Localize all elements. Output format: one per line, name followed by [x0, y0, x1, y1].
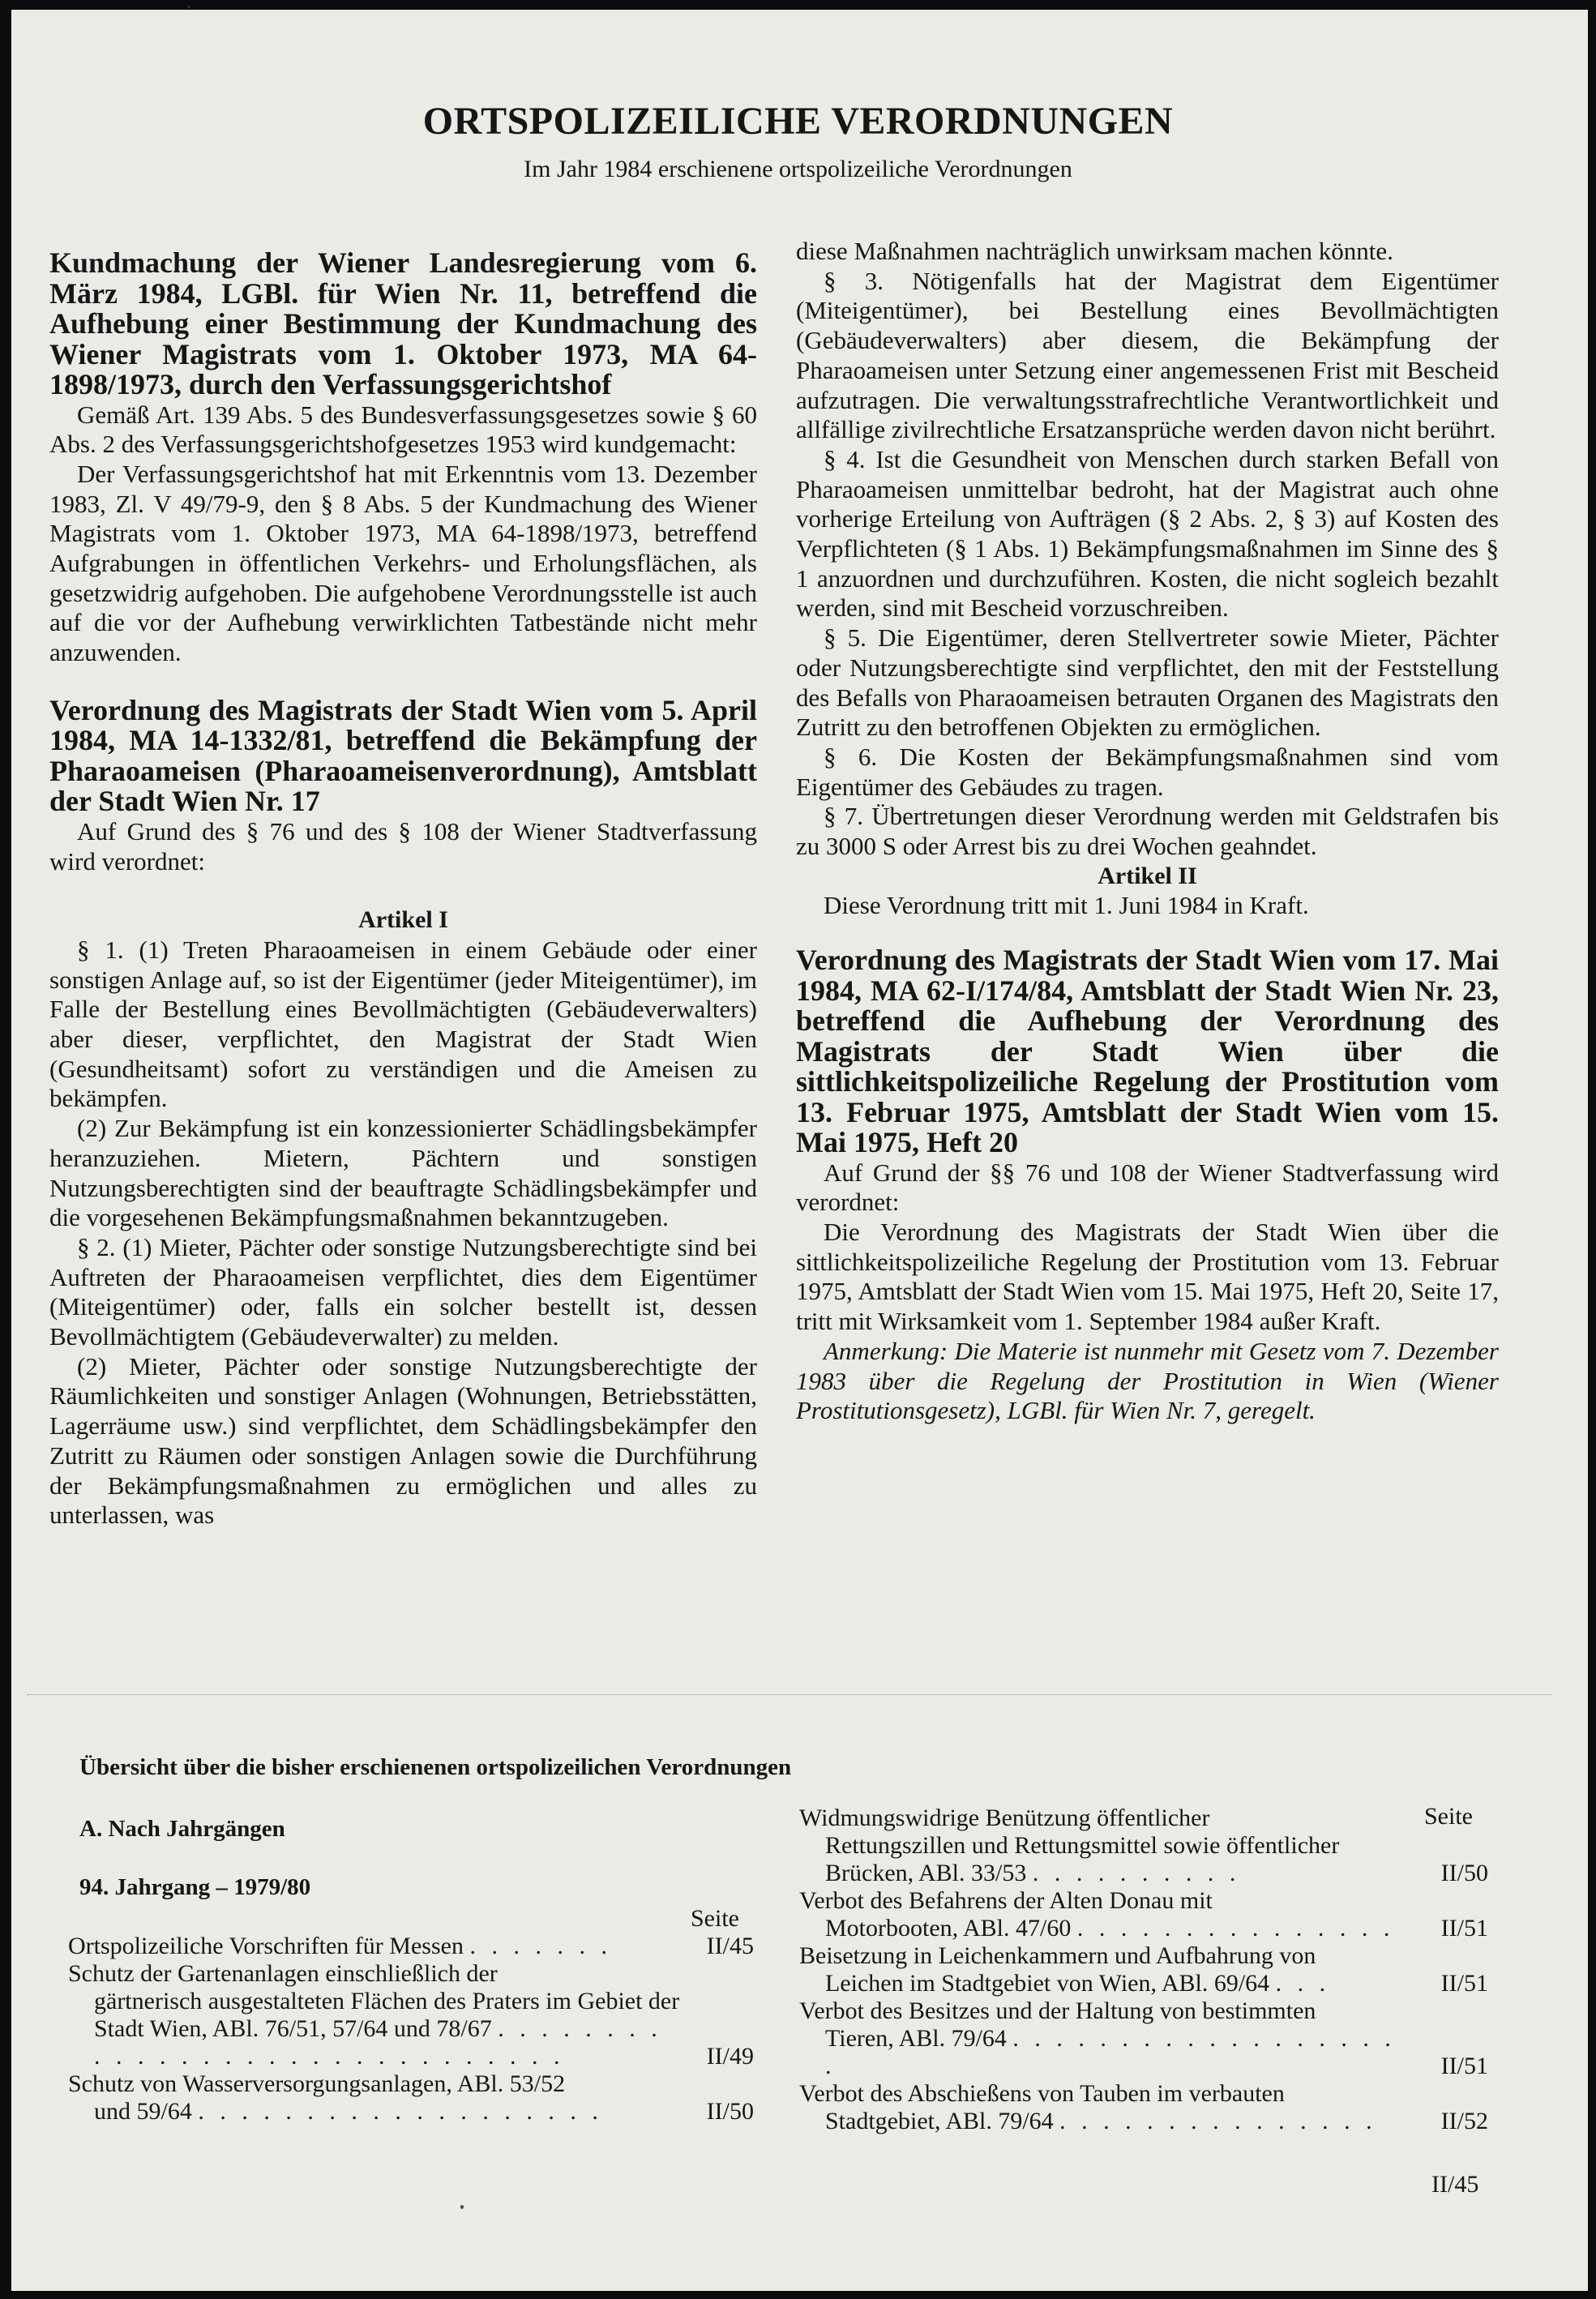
paragraph: Auf Grund des § 76 und des § 108 der Wiener Stadtverfassung wird verordnet:	[49, 816, 757, 876]
paragraph: § 7. Übertretungen dieser Verordnung werden mit Geldstrafen bis zu 3000 S oder Arrest bis zu drei Wochen geahndet.	[796, 802, 1499, 861]
section-heading-kundmachung: Kundmachung der Wiener Landesregierung vom 6. März 1984, LGBl. für Wien Nr. 11, betreffend die Aufhebung einer Bestimmung der Kundmachung des Wiener Magistrats vom 1. Oktober 1973, MA 64-1898/1973, durch den Verfassungsgerichtshof	[49, 246, 757, 400]
toc-entry: Verbot des Befahrens der Alten Donau mit Motorbooten, ABl. 47/60 . . . . . . . . . . . . . . . II/51	[799, 1887, 1488, 1942]
paragraph: Der Verfassungsgerichtshof hat mit Erkenntnis vom 13. Dezember 1983, Zl. V 49/79-9, den § 8 Abs. 5 der Kundmachung des Wiener Magistrats vom 1. Oktober 1973, MA 64-1898/1973, betreffend Aufgrabungen in öffentlichen Verkehrs- und Erholungsflächen, als gesetzwidrig aufgehoben. Die aufgehobene Verordnungsstelle ist auch auf die vor der Aufhebung verwirklichten Tatbestände nicht mehr anzuwenden.	[49, 459, 757, 667]
toc-page-ref: II/51	[1440, 1970, 1488, 1997]
paragraph: Diese Verordnung tritt mit 1. Juni 1984 in Kraft.	[824, 891, 1309, 920]
paragraph: Die Verordnung des Magistrats der Stadt Wien über die sittlichkeitspolizeiliche Regelung der Prostitution vom 13. Februar 1975, Amtsblatt der Stadt Wien vom 15. Mai 1975, Heft 20, Seite 17, tritt mit Wirksamkeit vom 1. September 1984 außer Kraft.	[796, 1218, 1499, 1336]
toc-left	[68, 1933, 754, 2126]
section-heading-prostitution: Verordnung des Magistrats der Stadt Wien vom 17. Mai 1984, MA 62-I/174/84, Amtsblatt der Stadt Wien Nr. 23, betreffend die Aufhebung der Verordnung des Magistrats der Stadt Wien über die sittlichkeitspolizeiliche Regelung der Prostitution vom 13. Februar 1975, Amtsblatt der Stadt Wien vom 15. Mai 1975, Heft 20	[796, 944, 1499, 1159]
toc-page-ref: II/51	[1440, 2053, 1488, 2079]
toc-entry: Widmungswidrige Benützung öffentlicher Rettungszillen und Rettungsmittel sowie öffentlicher Brücken, ABl. 33/53 . . . . . . . . . . II/50	[799, 1805, 1488, 1886]
toc-entry: Verbot des Abschießens von Tauben im verbauten Stadtgebiet, ABl. 79/64 . . . . . . . . . . . . . . . II/52	[799, 2080, 1488, 2134]
paragraph: diese Maßnahmen nachträglich unwirksam machen könnte.	[796, 237, 1393, 265]
article-heading: Artikel II	[1098, 862, 1197, 889]
paragraph: Gemäß Art. 139 Abs. 5 des Bundesverfassungsgesetzes sowie § 60 Abs. 2 des Verfassungsgerichtshofgesetzes 1953 wird kundgemacht:	[49, 400, 757, 459]
toc-entry: Beisetzung in Leichenkammern und Aufbahrung von Leichen im Stadtgebiet von Wien, ABl. 69/64 . . . II/51	[799, 1942, 1488, 1997]
page-title: ORTSPOLIZEILICHE VERORDNUNGEN	[422, 100, 1174, 143]
annotation-note: Anmerkung: Die Materie ist nunmehr mit Gesetz vom 7. Dezember 1983 über die Regelung der Prostitution in Wien (Wiener Prostitutionsgesetz), LGBl. für Wien Nr. 7, geregelt.	[796, 1336, 1499, 1425]
paragraph: § 4. Ist die Gesundheit von Menschen durch starken Befall von Pharaoameisen unmittelbar bedroht, hat der Magistrat auch ohne vorherige Erteilung von Aufträgen (§ 2 Abs. 2, § 3) auf Kosten des Verpflichteten (§ 1 Abs. 1) Bekämpfungsmaßnahmen im Sinne des § 1 anzuordnen und durchzuführen. Kosten, die nicht sogleich bezahlt werden, sind mit Bescheid vorzuschreiben.	[796, 444, 1499, 623]
scan-speck	[460, 2205, 464, 2209]
paragraph: (2) Zur Bekämpfung ist ein konzessionierter Schädlingsbekämpfer heranzuziehen. Mietern, Pächtern und sonstigen Nutzungsberechtigten sind der beauftragte Schädlingsbekämpfer und die vorgesehenen Bekämpfungsmaßnahmen bekanntzugeben.	[49, 1114, 757, 1232]
right-column	[796, 237, 1499, 1426]
toc-page-ref: II/50	[1440, 1860, 1488, 1886]
toc-entry: Schutz der Gartenanlagen einschließlich der gärtnerisch ausgestalteten Flächen des Praters im Gebiet der Stadt Wien, ABl. 76/51, 57/64 und 78/67 . . . . . . . . . . . . . . . . . . . . . . . . . . . . . . II/49	[68, 1960, 754, 2070]
page-number: II/45	[1431, 2171, 1479, 2198]
section-divider	[28, 1694, 1551, 1695]
paragraph: § 3. Nötigenfalls hat der Magistrat dem Eigentümer (Miteigentümer), bei Bestellung eines Bevollmächtigten (Gebäudeverwalters) aber diesem, die Bekämpfung der Pharaoameisen unter Setzung einer angemessenen Frist mit Bescheid aufzutragen. Die verwaltungsstrafrechtliche Verantwortlichkeit und allfällige zivilrechtliche Ersatzansprüche werden davon nicht berührt.	[796, 266, 1499, 444]
left-column	[49, 248, 757, 1531]
paragraph: § 5. Die Eigentümer, deren Stellvertreter sowie Mieter, Pächter oder Nutzungsberechtigte sind verpflichtet, den mit der Feststellung des Befalls von Pharaoameisen betrauten Organen des Magistrats den Zutritt zu den betroffenen Objekten zu ermöglichen.	[796, 623, 1499, 742]
paragraph: Auf Grund der §§ 76 und 108 der Wiener Stadtverfassung wird verordnet:	[796, 1158, 1499, 1217]
article-heading: Artikel I	[358, 906, 448, 934]
page-column-label: Seite	[1424, 1803, 1473, 1830]
overview-year-heading: 94. Jahrgang – 1979/80	[79, 1874, 311, 1900]
toc-entry: Ortspolizeiliche Vorschriften für Messen . . . . . . . II/45	[68, 1933, 754, 1959]
toc-page-ref: II/51	[1440, 1915, 1488, 1942]
scan-speck	[188, 6, 190, 8]
toc-page-ref: II/49	[706, 2043, 754, 2070]
toc-page-ref: II/50	[706, 2098, 754, 2125]
page-column-label: Seite	[691, 1905, 739, 1932]
paragraph: § 1. (1) Treten Pharaoameisen in einem Gebäude oder einer sonstigen Anlage auf, so ist der Eigentümer (jeder Miteigentümer), im Falle der Bestellung eines Bevollmächtigten (Gebäudeverwalters) aber dieser, verpflichtet, den Magistrat der Stadt Wien (Gesundheitsamt) sofort zu verständigen und die Ameisen zu bekämpfen.	[49, 935, 757, 1113]
overview-title: Übersicht über die bisher erschienenen ortspolizeilichen Verordnungen	[79, 1754, 792, 1780]
toc-entry: Verbot des Besitzes und der Haltung von bestimmten Tieren, ABl. 79/64 . . . . . . . . . . . . . . . . . . . II/51	[799, 1997, 1488, 2079]
paragraph: (2) Mieter, Pächter oder sonstige Nutzungsberechtigte der Räumlichkeiten und sonstiger Anlagen (Wohnungen, Betriebsstätten, Lagerräume usw.) sind verpflichtet, dem Schädlingsbekämpfer den Zutritt zu Räumen oder sonstigen Anlagen sowie die Durchführung der Bekämpfungsmaßnahmen zu ermöglichen und alles zu unterlassen, was	[49, 1351, 757, 1530]
overview-section-heading: A. Nach Jahrgängen	[79, 1816, 285, 1842]
toc-page-ref: II/45	[706, 1933, 754, 1959]
toc-page-ref: II/52	[1440, 2108, 1488, 2134]
section-heading-pharaoameisen: Verordnung des Magistrats der Stadt Wien vom 5. April 1984, MA 14-1332/81, betreffend die Bekämpfung der Pharaoameisen (Pharaoameisenverordnung), Amtsblatt der Stadt Wien Nr. 17	[49, 693, 757, 818]
toc-entry: Schutz von Wasserversorgungsanlagen, ABl. 53/52 und 59/64 . . . . . . . . . . . . . . . . . . . II/50	[68, 2070, 754, 2125]
paragraph: § 2. (1) Mieter, Pächter oder sonstige Nutzungsberechtigte sind bei Auftreten der Pharaoameisen verpflichtet, dies dem Eigentümer (Miteigentümer) oder, falls ein solcher bestellt ist, dessen Bevollmächtigtem (Gebäudeverwalter) zu melden.	[49, 1232, 757, 1351]
toc-right	[799, 1805, 1488, 2135]
page-subtitle: Im Jahr 1984 erschienene ortspolizeiliche Verordnungen	[524, 156, 1072, 182]
paragraph: § 6. Die Kosten der Bekämpfungsmaßnahmen sind vom Eigentümer des Gebäudes zu tragen.	[796, 742, 1499, 801]
